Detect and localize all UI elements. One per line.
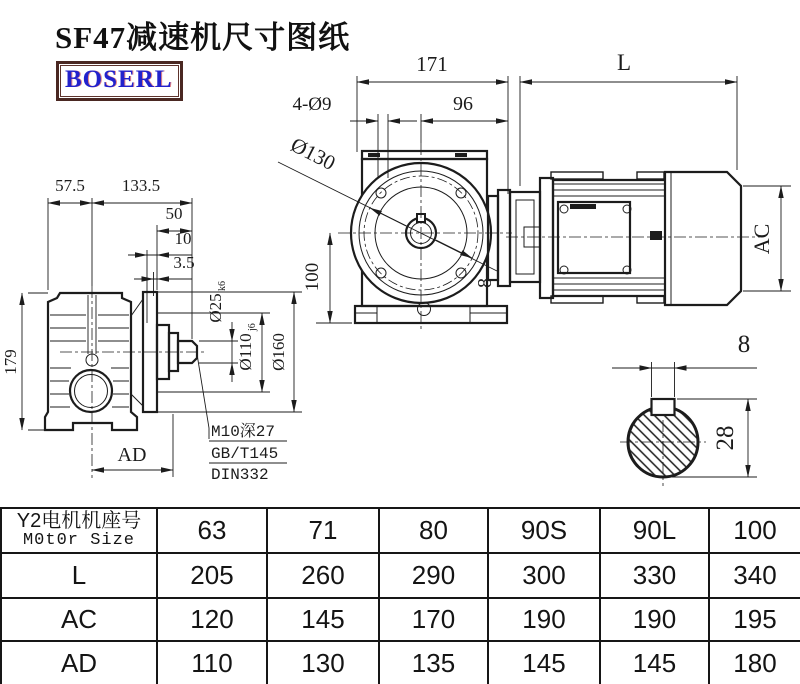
dim-bolt-circle: Ø130 <box>286 132 340 176</box>
row-label: AD <box>1 641 157 684</box>
table-row-l <box>1 553 800 598</box>
dim-shaft-dia: Ø25 <box>206 293 225 323</box>
table-cell: 330 <box>600 553 709 598</box>
side-view-labels <box>1 176 288 484</box>
dim-10: 10 <box>174 229 192 248</box>
table-cell: 71 <box>267 508 379 553</box>
header-motor-size-en: M0t0r Size <box>22 531 136 551</box>
table-cell: 180 <box>709 641 800 684</box>
dim-96: 96 <box>453 93 473 115</box>
front-view <box>338 143 512 332</box>
dim-ad: AD <box>117 444 147 466</box>
table-cell: 290 <box>379 553 488 598</box>
table-cell: 195 <box>709 598 800 641</box>
table-cell: 145 <box>488 641 600 684</box>
dim-133-5: 133.5 <box>121 176 161 195</box>
table-cell: 145 <box>267 598 379 641</box>
dim-pilot-dia-tol: j6 <box>247 323 258 331</box>
note-gbt: GB/T145 <box>211 445 279 463</box>
dimension-table <box>0 507 800 684</box>
table-cell: 90S <box>488 508 600 553</box>
note-din: DIN332 <box>211 466 269 484</box>
brand-logo <box>56 61 183 101</box>
table-cell: 90L <box>600 508 709 553</box>
table-row-header <box>1 508 800 553</box>
dim-100: 100 <box>302 262 323 292</box>
row-label: AC <box>1 598 157 641</box>
dim-pilot-dia: Ø110 <box>236 333 255 371</box>
dim-key-width: 8 <box>737 331 751 358</box>
dim-171: 171 <box>416 52 448 76</box>
table-cell: 260 <box>267 553 379 598</box>
shaft-section <box>612 362 757 486</box>
motor-view <box>506 172 760 305</box>
table-cell: 190 <box>488 598 600 641</box>
brand-logo-text: BOSERL <box>65 66 173 93</box>
row-label: L <box>1 553 157 598</box>
dim-57-5: 57.5 <box>55 176 85 195</box>
dim-flange-dia: Ø160 <box>269 333 288 371</box>
dim-key-height: 28 <box>712 425 739 451</box>
dim-50: 50 <box>165 204 183 223</box>
table-cell: 300 <box>488 553 600 598</box>
table-cell: 135 <box>379 641 488 684</box>
table-cell: 63 <box>157 508 267 553</box>
table-cell: 110 <box>157 641 267 684</box>
header-motor-size-cn: Y2电机机座号 <box>16 510 142 533</box>
table-cell: 190 <box>600 598 709 641</box>
table-row-ad <box>1 641 800 684</box>
dim-ac: AC <box>749 223 774 255</box>
dim-shaft-dia-tol: k6 <box>217 281 228 291</box>
table-cell: 340 <box>709 553 800 598</box>
dim-179: 179 <box>1 349 20 375</box>
dim-front-key: 8 <box>474 278 496 288</box>
brand-logo-frame <box>60 65 179 97</box>
page-title: SF47减速机尺寸图纸 <box>55 20 351 55</box>
table-cell: 130 <box>267 641 379 684</box>
table-cell: 80 <box>379 508 488 553</box>
table-cell: 120 <box>157 598 267 641</box>
table-row-ac <box>1 598 800 641</box>
table-cell: 100 <box>709 508 800 553</box>
dim-bolt-holes: 4-Ø9 <box>292 94 332 115</box>
note-tap: M10深27 <box>211 423 276 441</box>
dim-l: L <box>616 50 632 75</box>
table-cell: 205 <box>157 553 267 598</box>
table-cell: 145 <box>600 641 709 684</box>
table-cell: 170 <box>379 598 488 641</box>
header-motor-size <box>1 508 157 553</box>
dim-3-5: 3.5 <box>173 253 195 272</box>
